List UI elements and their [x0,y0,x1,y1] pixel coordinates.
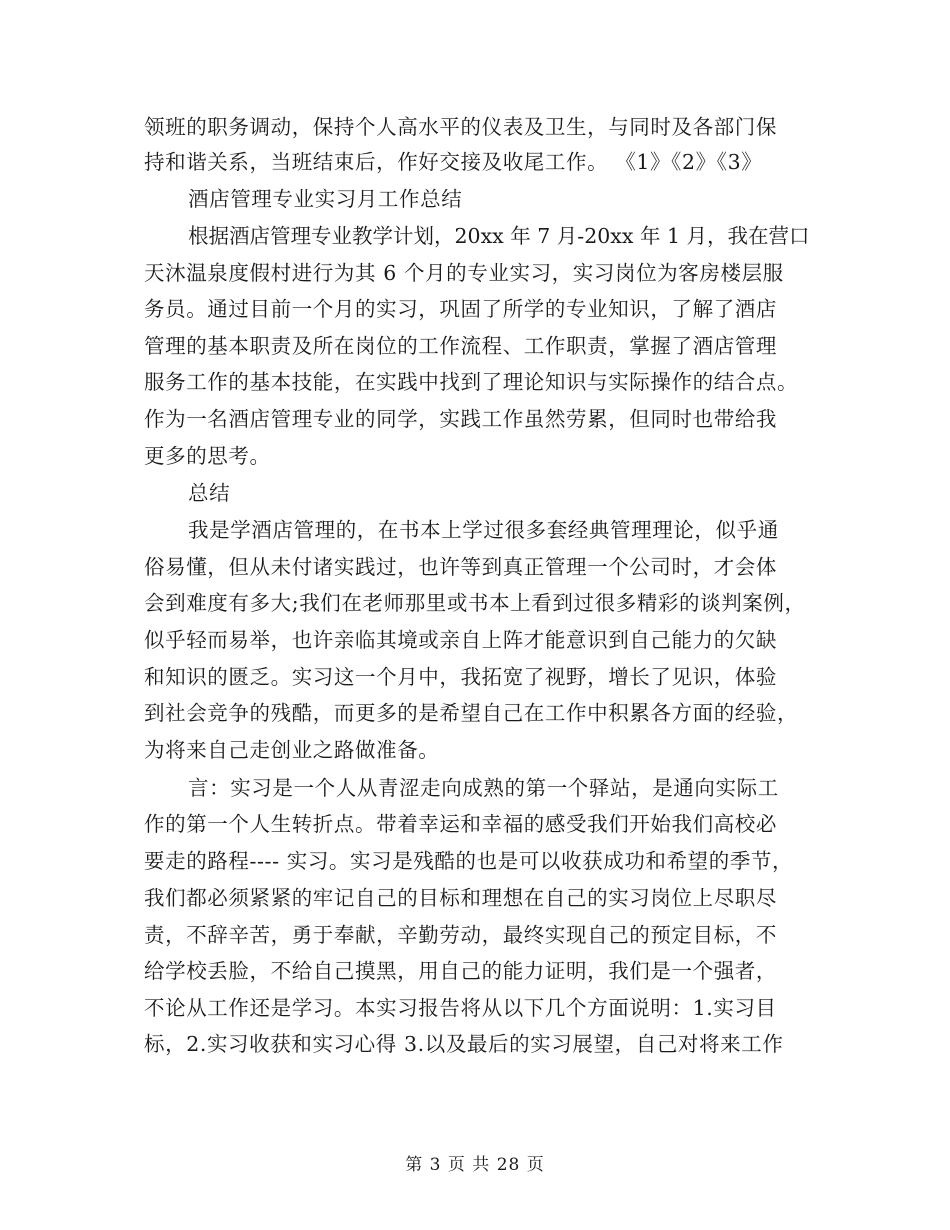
text-line: 到社会竞争的残酷，而更多的是希望自己在工作中积累各方面的经验， [144,701,799,725]
page-footer: 第 3 页 共 28 页 [405,1155,545,1175]
text-line: 根据酒店管理专业教学计划，20xx 年 7 月-20xx 年 1 月，我在营口 [188,224,810,248]
text-line: 持和谐关系，当班结束后，作好交接及收尾工作。 《1》《2》《3》 [144,150,763,174]
text-line: 作为一名酒店管理专业的同学，实践工作虽然劳累，但同时也带给我 [144,407,777,431]
section-heading: 总结 [188,481,231,505]
text-line: 似乎轻而易举，也许亲临其境或亲自上阵才能意识到自己能力的欠缺 [144,628,777,652]
text-line: 为将来自己走创业之路做准备。 [144,738,440,762]
section-heading: 酒店管理专业实习月工作总结 [188,187,463,211]
text-line: 务员。通过目前一个月的实习，巩固了所学的专业知识，了解了酒店 [144,297,777,321]
text-line: 言：实习是一个人从青涩走向成熟的第一个驿站，是通向实际工 [188,776,779,800]
text-line: 领班的职务调动，保持个人高水平的仪表及卫生，与同时及各部门保 [144,115,777,139]
text-line: 我们都必须紧紧的牢记自己的目标和理想在自己的实习岗位上尽职尽 [144,886,777,910]
text-line: 管理的基本职责及所在岗位的工作流程、工作职责，掌握了酒店管理 [144,334,777,358]
text-line: 不论从工作还是学习。本实习报告将从以下几个方面说明：1.实习目 [144,996,777,1020]
text-line: 作的第一个人生转折点。带着幸运和幸福的感受我们开始我们高校必 [144,812,777,836]
text-line: 更多的思考。 [144,444,271,468]
text-line: 会到难度有多大;我们在老师那里或书本上看到过很多精彩的谈判案例， [144,591,806,615]
text-line: 给学校丢脸，不给自己摸黑，用自己的能力证明，我们是一个强者， [144,959,777,983]
text-line: 天沐温泉度假村进行为其 6 个月的专业实习，实习岗位为客房楼层服 [144,261,784,285]
text-line: 标，2.实习收获和实习心得 3.以及最后的实习展望，自己对将来工作 [144,1032,784,1056]
text-line: 我是学酒店管理的，在书本上学过很多套经典管理理论，似乎通 [188,518,779,542]
text-line: 服务工作的基本技能，在实践中找到了理论知识与实际操作的结合点。 [144,370,799,394]
text-line: 俗易懂，但从未付诸实践过，也许等到真正管理一个公司时，才会体 [144,555,777,579]
text-line: 责，不辞辛苦，勇于奉献，辛勤劳动，最终实现自己的预定目标，不 [144,923,777,947]
text-line: 要走的路程---- 实习。实习是残酷的也是可以收获成功和希望的季节， [144,849,794,873]
text-line: 和知识的匮乏。实习这一个月中，我拓宽了视野，增长了见识，体验 [144,665,777,689]
